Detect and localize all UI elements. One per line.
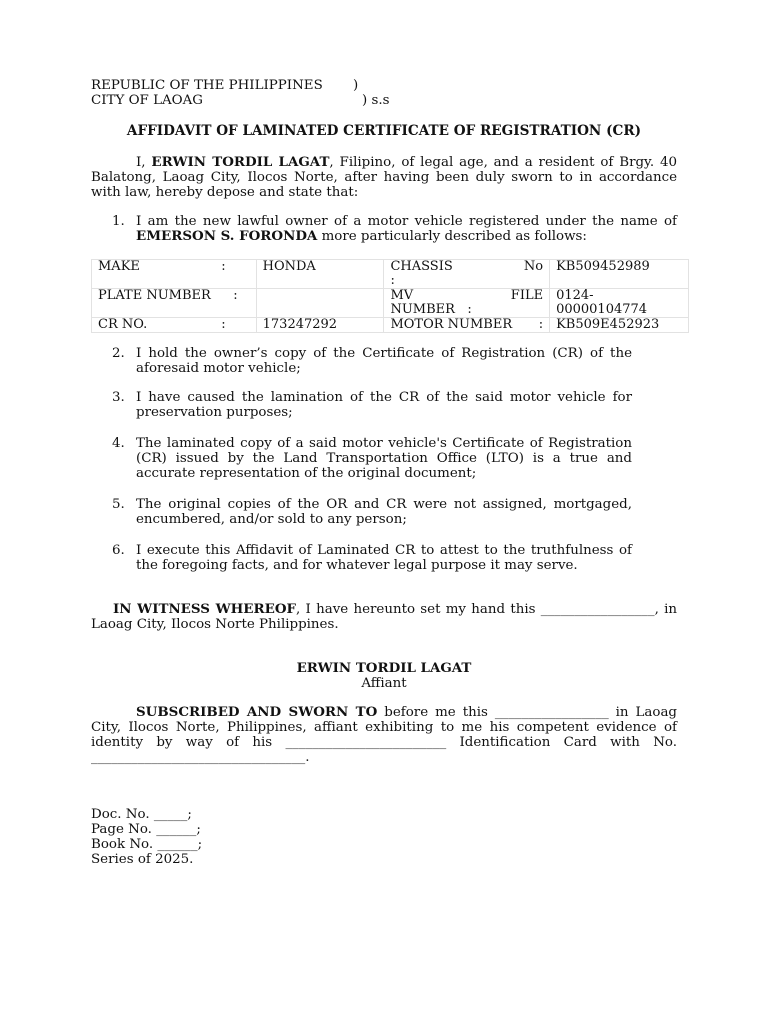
- witness-text: , I have hereunto set my hand this _________________, in Laoag City, Ilocos Norte Philippines.: [91, 602, 677, 632]
- intro-pre: I,: [136, 155, 152, 170]
- item1-pre: I am the new lawful owner of a motor vehicle registered under the name of: [136, 214, 677, 229]
- item-number: 3.: [112, 390, 125, 405]
- book-no: Book No. ______;: [91, 837, 203, 852]
- jurat-paragraph: [91, 705, 677, 765]
- plate-label: PLATE NUMBER: [98, 288, 211, 303]
- list-item-4: [112, 436, 632, 481]
- document-title: AFFIDAVIT OF LAMINATED CERTIFICATE OF REGISTRATION (CR): [126, 123, 642, 139]
- make-colon: :: [221, 259, 226, 274]
- make-label: MAKE: [98, 259, 140, 274]
- cr-label: CR NO.: [98, 317, 148, 332]
- page-no: Page No. ______;: [91, 822, 201, 837]
- notarial-register: [91, 807, 391, 867]
- chassis-colon: :: [390, 273, 395, 288]
- chassis-label: CHASSIS: [390, 259, 453, 274]
- list-item-2: [112, 346, 632, 376]
- list-item-6: [112, 543, 632, 573]
- number-label: NUMBER: [390, 302, 455, 317]
- intro-paragraph: [91, 155, 677, 200]
- venue-caption: [91, 78, 511, 108]
- chassis-value: KB509452989: [550, 260, 689, 289]
- series-year: Series of 2025.: [91, 852, 194, 867]
- vehicle-details-table: [91, 259, 689, 333]
- mv-file-value-1: 0124-: [556, 288, 594, 303]
- cr-value: 173247292: [256, 318, 384, 333]
- table-row: [92, 260, 689, 289]
- jurat-heading: SUBSCRIBED AND SWORN TO: [136, 704, 378, 720]
- item-number: 4.: [112, 436, 125, 451]
- affiant-signature-name: ERWIN TORDIL LAGAT: [296, 660, 472, 676]
- item-text: The laminated copy of a said motor vehicle's Certificate of Registration (CR) issued by the Land Transportation Office (LTO) is a true and accurate representation of the original document;: [136, 436, 632, 481]
- item-text: I execute this Affidavit of Laminated CR to attest to the truthfulness of the foregoing facts, and for whatever legal purpose it may serve.: [136, 543, 632, 573]
- table-row: [92, 289, 689, 318]
- chassis-no-label: No: [523, 259, 544, 274]
- motor-label: MOTOR NUMBER: [390, 317, 513, 332]
- item-text: The original copies of the OR and CR were not assigned, mortgaged, encumbered, and/or sold to any person;: [136, 497, 632, 527]
- intro-post: , Filipino, of legal age, and a resident of Brgy. 40 Balatong, Laoag City, Ilocos Norte, after having been duly sworn to in accordance with law, hereby depose and state that:: [91, 155, 677, 200]
- mv-colon: :: [467, 302, 472, 317]
- witness-paragraph: [91, 602, 677, 632]
- item-number: 1.: [112, 214, 125, 229]
- plate-colon: :: [233, 288, 238, 303]
- caption-city: CITY OF LAOAG: [91, 93, 203, 108]
- registered-owner-name: EMERSON S. FORONDA: [136, 228, 318, 244]
- item-number: 6.: [112, 543, 125, 558]
- mv-label: MV: [390, 288, 414, 303]
- item-text: I hold the owner’s copy of the Certificate of Registration (CR) of the aforesaid motor vehicle;: [136, 346, 632, 376]
- witness-heading: IN WITNESS WHEREOF: [113, 601, 297, 617]
- list-item-1: [112, 214, 677, 244]
- motor-colon: :: [538, 317, 544, 332]
- make-value: HONDA: [256, 260, 384, 289]
- table-row: [92, 318, 689, 333]
- list-item-3: [112, 390, 632, 420]
- affiant-name: ERWIN TORDIL LAGAT: [151, 154, 330, 170]
- item-number: 2.: [112, 346, 125, 361]
- item-text: I have caused the lamination of the CR of the said motor vehicle for preservation purposes;: [136, 390, 632, 420]
- plate-value: [256, 289, 384, 318]
- caption-republic: REPUBLIC OF THE PHILIPPINES: [91, 78, 323, 93]
- jurat-text: before me this _________________ in Laoag City, Ilocos Norte, Philippines, affiant exhibiting to me his competent evidence of identity by way of his ________________________ Identification Card with No. ________________________________.: [91, 705, 678, 765]
- doc-no: Doc. No. _____;: [91, 807, 192, 822]
- item1-post: more particularly described as follows:: [317, 229, 587, 244]
- caption-ss: ) s.s: [362, 93, 390, 108]
- caption-paren: ): [353, 78, 359, 93]
- affiant-role: Affiant: [361, 676, 407, 691]
- item-number: 5.: [112, 497, 125, 512]
- cr-colon: :: [221, 317, 226, 332]
- list-item-5: [112, 497, 632, 527]
- file-label: FILE: [510, 288, 544, 303]
- mv-file-value-2: 00000104774: [556, 302, 648, 317]
- motor-value: KB509E452923: [550, 318, 689, 333]
